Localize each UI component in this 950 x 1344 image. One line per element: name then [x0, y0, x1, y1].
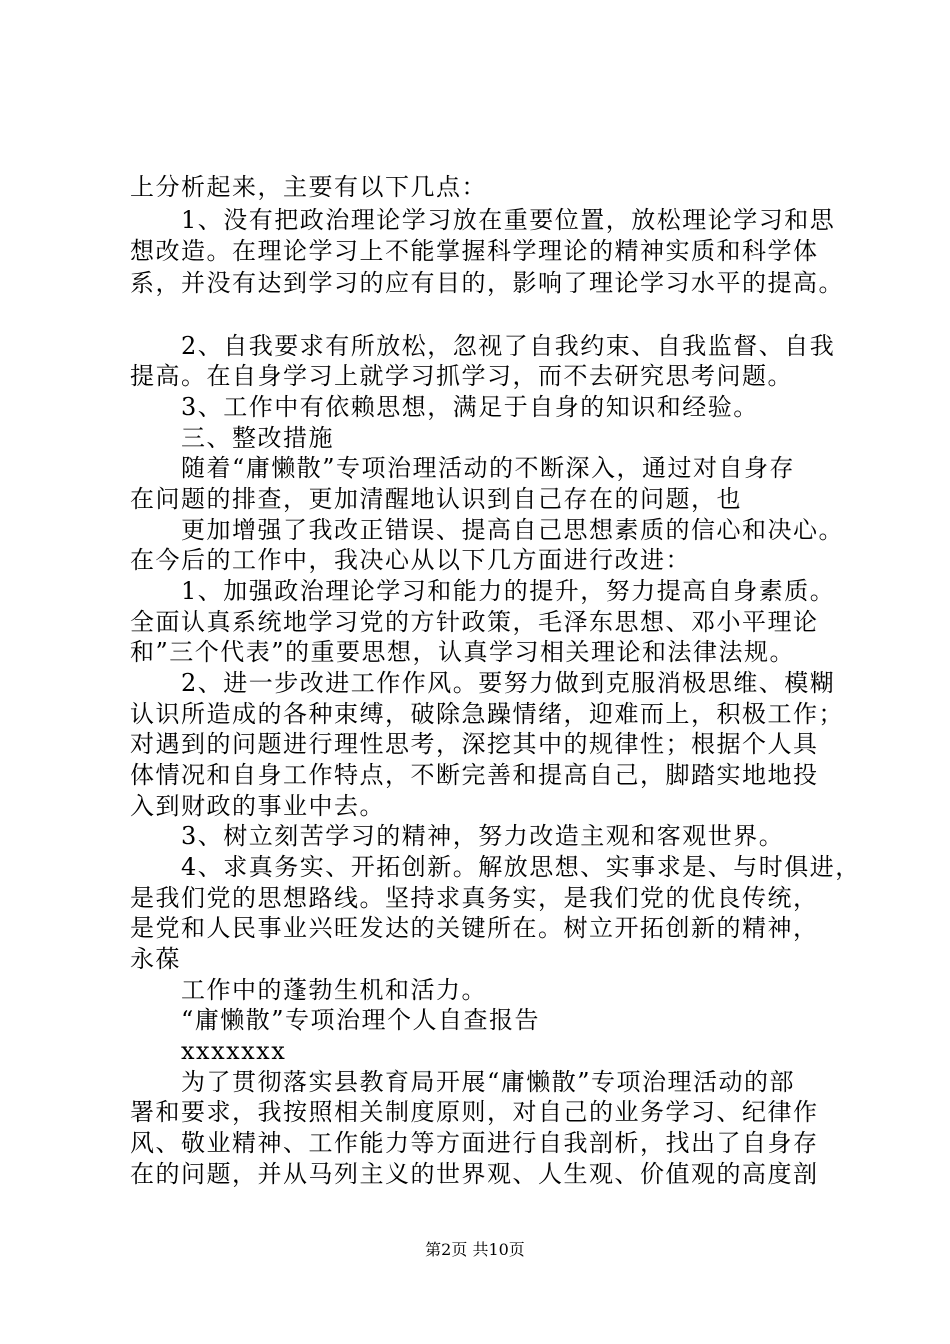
text-line: 在的问题，并从马列主义的世界观、人生观、价值观的高度剖	[130, 1160, 819, 1188]
text-line: 永葆	[130, 945, 181, 973]
text-line: 是党和人民事业兴旺发达的关键所在。树立开拓创新的精神，	[130, 914, 819, 942]
text-line: 随着“庸懒散”专项治理活动的不断深入，通过对自身存	[130, 454, 796, 482]
text-line: 为了贯彻落实县教育局开展“庸懒散”专项治理活动的部	[130, 1068, 796, 1096]
text-line: 2、进一步改进工作作风。要努力做到克服消极思维、模糊	[130, 669, 836, 697]
text-line: 署和要求，我按照相关制度原则，对自己的业务学习、纪律作	[130, 1098, 819, 1126]
text-line: 在问题的排查，更加清醒地认识到自己存在的问题，也	[130, 485, 742, 513]
text-line: 3、树立刻苦学习的精神，努力改造主观和客观世界。	[130, 822, 785, 850]
text-line: 想改造。在理论学习上不能掌握科学理论的精神实质和科学体	[130, 237, 819, 265]
text-line: 1、没有把政治理论学习放在重要位置，放松理论学习和思	[130, 206, 836, 234]
page-number: 第2页 共10页	[425, 1240, 525, 1259]
text-line: 更加增强了我改正错误、提高自己思想素质的信心和决心。	[130, 516, 844, 544]
text-line: 入到财政的事业中去。	[130, 792, 385, 820]
author-line: xxxxxxx	[130, 1037, 287, 1065]
text-line: 提高。在自身学习上就学习抓学习，而不去研究思考问题。	[130, 362, 793, 390]
section-heading: 三、整改措施	[130, 424, 334, 452]
text-line: 1、加强政治理论学习和能力的提升，努力提高自身素质。	[130, 577, 836, 605]
text-line: 风、敬业精神、工作能力等方面进行自我剖析，找出了自身存	[130, 1129, 819, 1157]
text-line: 体情况和自身工作特点，不断完善和提高自己，脚踏实地地投	[130, 761, 819, 789]
report-title: “庸懒散”专项治理个人自查报告	[130, 1006, 541, 1034]
text-line: 认识所造成的各种束缚，破除急躁情绪，迎难而上，积极工作；	[130, 700, 844, 728]
text-line: 对遇到的问题进行理性思考，深挖其中的规律性；根据个人具	[130, 730, 819, 758]
text-line: 3、工作中有依赖思想，满足于自身的知识和经验。	[130, 393, 759, 421]
text-line: 上分析起来，主要有以下几点：	[130, 173, 487, 201]
text-line: 全面认真系统地学习党的方针政策，毛泽东思想、邓小平理论	[130, 608, 819, 636]
text-line: 工作中的蓬勃生机和活力。	[130, 976, 487, 1004]
text-line: 是我们党的思想路线。坚持求真务实，是我们党的优良传统，	[130, 884, 819, 912]
text-line: 和”三个代表”的重要思想，认真学习相关理论和法律法规。	[130, 638, 796, 666]
text-line: 系，并没有达到学习的应有目的，影响了理论学习水平的提高。	[130, 269, 844, 297]
text-line: 4、求真务实、开拓创新。解放思想、实事求是、与时俱进，	[130, 853, 861, 881]
text-line: 2、自我要求有所放松，忽视了自我约束、自我监督、自我	[130, 332, 836, 360]
text-line: 在今后的工作中，我决心从以下几方面进行改进：	[130, 546, 691, 574]
